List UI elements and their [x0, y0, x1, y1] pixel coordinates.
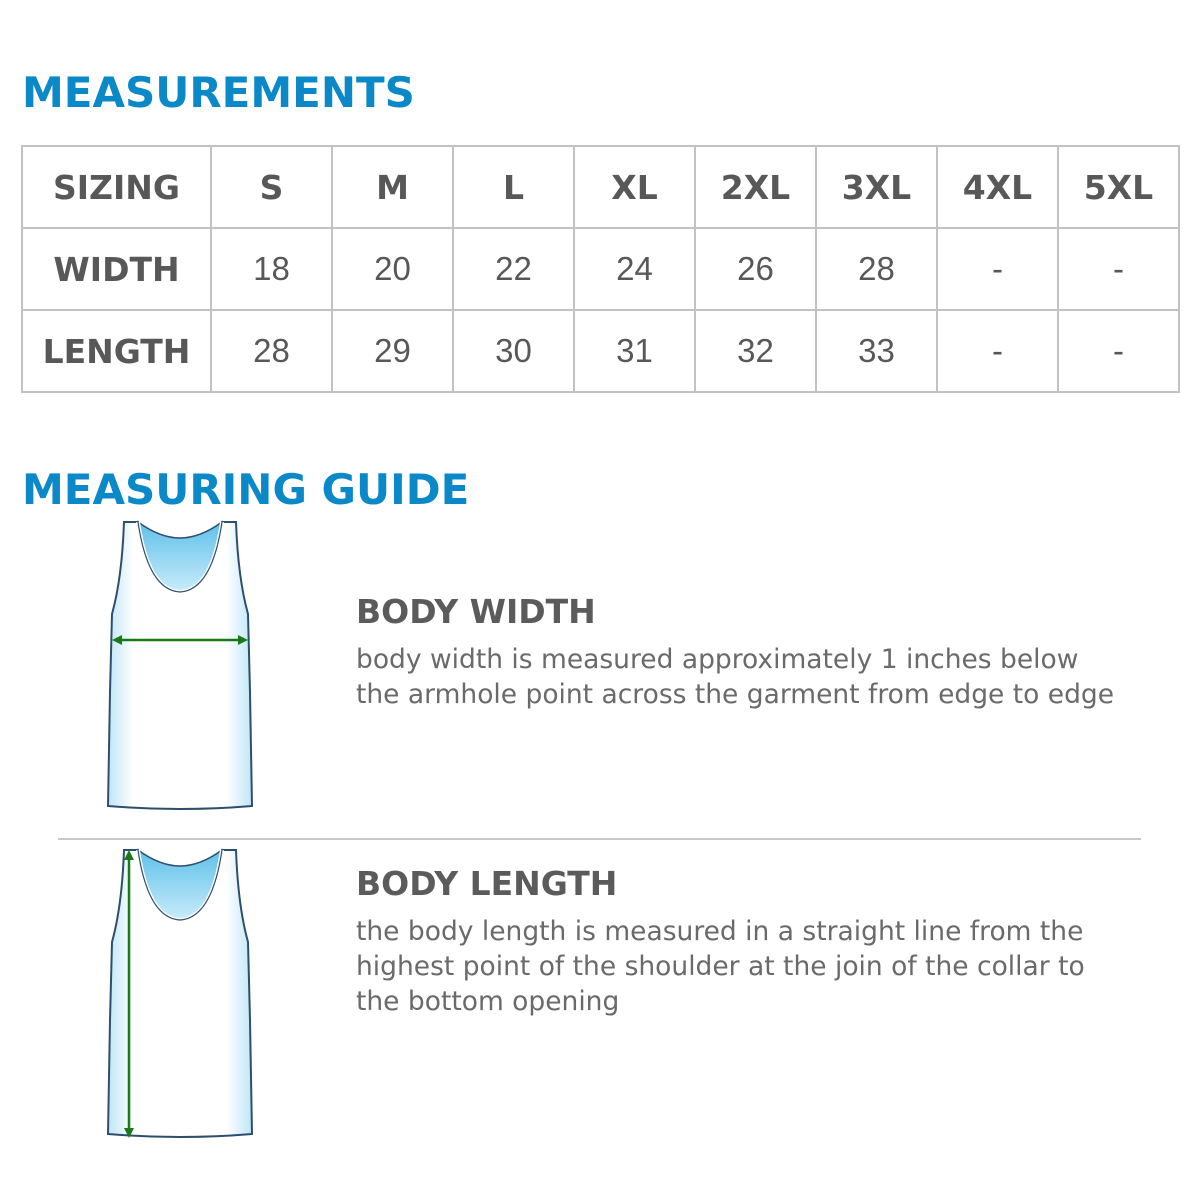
header-cell: L [453, 146, 574, 228]
body-width-line-2: the armhole point across the garment from edge to edge [356, 679, 1115, 710]
row-label: WIDTH [22, 228, 211, 310]
table-cell: - [937, 228, 1058, 310]
measuring-guide-title: MEASURING GUIDE [22, 465, 470, 514]
section-divider [58, 838, 1141, 840]
header-cell: XL [574, 146, 695, 228]
body-width-description [356, 642, 1186, 712]
header-cell: S [211, 146, 332, 228]
table-cell: 22 [453, 228, 574, 310]
table-cell: - [937, 310, 1058, 392]
header-cell: 3XL [816, 146, 937, 228]
header-cell: 5XL [1058, 146, 1179, 228]
measurements-title: MEASUREMENTS [22, 68, 415, 117]
body-length-line-2: highest point of the shoulder at the join of the collar to [356, 951, 1085, 982]
table-cell: 28 [211, 310, 332, 392]
header-cell: M [332, 146, 453, 228]
size-chart-table [21, 145, 1180, 393]
table-cell: 30 [453, 310, 574, 392]
body-length-heading: BODY LENGTH [356, 864, 618, 903]
body-length-description [356, 914, 1186, 1019]
header-cell: 2XL [695, 146, 816, 228]
table-row [22, 228, 1179, 310]
tank-top-length-diagram-icon [100, 846, 260, 1144]
table-cell: - [1058, 228, 1179, 310]
table-cell: 29 [332, 310, 453, 392]
table-cell: 32 [695, 310, 816, 392]
table-cell: 33 [816, 310, 937, 392]
row-label: LENGTH [22, 310, 211, 392]
table-cell: 26 [695, 228, 816, 310]
table-cell: - [1058, 310, 1179, 392]
body-width-heading: BODY WIDTH [356, 592, 596, 631]
table-header-row [22, 146, 1179, 228]
table-cell: 18 [211, 228, 332, 310]
table-row [22, 310, 1179, 392]
tank-top-width-diagram-icon [100, 518, 260, 816]
body-width-line-1: body width is measured approximately 1 inches below [356, 644, 1079, 675]
table-cell: 24 [574, 228, 695, 310]
table-cell: 20 [332, 228, 453, 310]
body-length-line-1: the body length is measured in a straight line from the [356, 916, 1084, 947]
header-cell: SIZING [22, 146, 211, 228]
table-cell: 28 [816, 228, 937, 310]
table-cell: 31 [574, 310, 695, 392]
body-length-line-3: the bottom opening [356, 986, 620, 1017]
header-cell: 4XL [937, 146, 1058, 228]
